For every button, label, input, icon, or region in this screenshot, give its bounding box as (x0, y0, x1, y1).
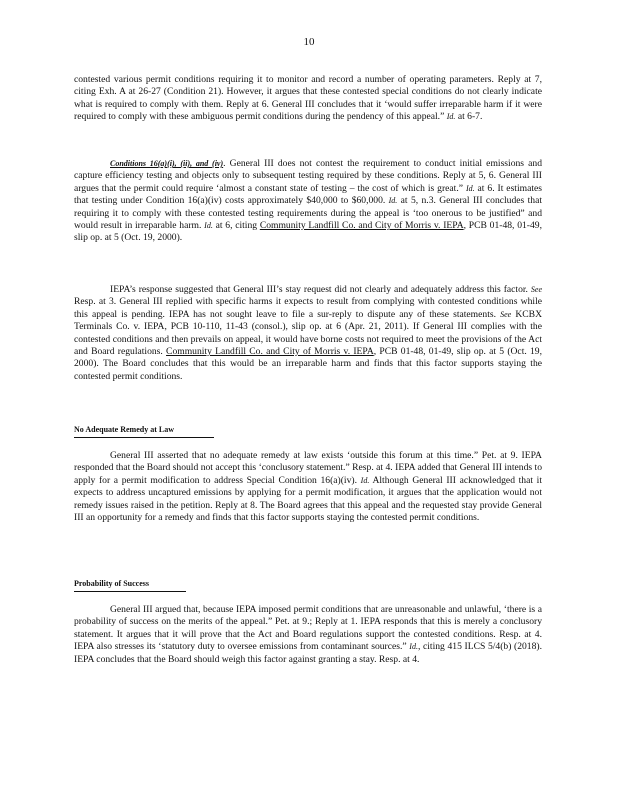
section-heading-no-adequate-remedy: No Adequate Remedy at Law (74, 424, 214, 438)
paragraph-text: IEPA’s response suggested that General III’s stay request did not clearly and adequately address this factor. (110, 284, 528, 295)
citation-id: Id. (388, 196, 398, 206)
paragraph-text: at 6. It estimates that testing under Condition 16(a)(iv) costs approximately $40,000 to $60,000. (74, 182, 543, 207)
paragraph-adequate-remedy (74, 450, 542, 524)
paragraph-text: at 6, citing (215, 220, 258, 232)
case-name: Community Landfill Co. and City of Morris v. IEPA (166, 346, 374, 358)
signal-see: See (500, 309, 512, 319)
citation-id: Id. (409, 642, 418, 652)
paragraph-text: at 5, n.3. General III concludes that requiring it to comply with these contested testing requirements during the appeal is ‘too onerous to be justified” and would result in irreparable harm. (74, 195, 542, 232)
paragraph-text: General III argued that, because IEPA imposed permit conditions that are unreasonable and unlawful, ‘there is a probability of success on the merits of the appeal.” Pet. at 9.; Reply at 1. IEPA responds that this is merely a conclusory statement. It argues that it will prove that the Act and Board regulations support the contested conditions. Resp. at 4. IEPA also stresses its ‘statutory duty to oversee emissions from contaminant sources.” (74, 604, 542, 653)
paragraph-text: , citing 415 ILCS 5/4(b) (2018). IEPA concludes that the Board should weigh this factor against granting a stay. Resp. at 4. (74, 641, 542, 665)
paragraph-iepa-response (74, 284, 542, 383)
citation-id: Id. (360, 475, 370, 485)
citation-id: Id. (446, 112, 456, 122)
paragraph-text: , PCB 01-48, 01-49, slip op. at 5 (Oct. 19, 2000). (74, 220, 542, 244)
citation-id: Id. (465, 183, 475, 193)
paragraph-text: at 6-7. (457, 111, 483, 123)
paragraph-text: Although General III acknowledged that it expects to address uncaptured emissions by applying for a permit modification, it argues that the application would not remedy issues raised in the petition. Reply at 8. The Board agrees that this appeal and the requested stay provide General III an opportunity for a remedy and finds that this factor supports staying the contested permit conditions. (74, 474, 542, 524)
paragraph-text: . General III does not contest the requirement to conduct initial emissions and capture efficiency testing and objects only to subsequent testing required by these conditions. Reply at 5, 6. General III argues that the permit could require ‘almost a constant state of testing – the cost of which is great.” (74, 158, 543, 194)
paragraph-probability-of-success (74, 604, 542, 666)
paragraph-testing-conditions (74, 158, 542, 245)
paragraph-text: , PCB 01-48, 01-49, slip op. at 5 (Oct. 19, 2000). The Board concludes that this would be an irreparable harm and finds that this factor supports staying the contested permit conditions. (74, 346, 542, 382)
run-in-heading: Conditions 16(a)(i), (ii), and (iv) (110, 159, 224, 168)
case-name: Community Landfill Co. and City of Morris v. IEPA (259, 220, 464, 232)
paragraph-operating-parameters (74, 74, 542, 124)
paragraph-text: contested various permit conditions requiring it to monitor and record a number of operating parameters. Reply at 7, citing Exh. A at 26-27 (Condition 21). However, it argues that these contested special conditions do not clearly indicate what is required to comply with them. Reply at 6. General III concludes that it ‘would suffer irreparable harm if it were required to comply with these ambiguous permit conditions during the pendency of this appeal.” (74, 74, 542, 123)
paragraph-text: General III asserted that no adequate remedy at law exists ‘outside this forum at this time.” Pet. at 9. IEPA responded that the Board should not accept this ‘conclusory statement.” Resp. at 4. IEPA added that General III intends to apply for a permit modification to address Special Condition 16(a)(iv). (74, 450, 542, 486)
paragraph-text: Resp. at 3. General III replied with specific harms it expects to result from complying with contested conditions while this appeal is pending. IEPA has not sought leave to file a sur-reply to dispute any of these statements. (74, 296, 542, 320)
page-number: 10 (303, 36, 315, 48)
signal-see: See (530, 285, 542, 294)
paragraph-text: KCBX Terminals Co. v. IEPA, PCB 10-110, 11-43 (consol.), slip op. at 6 (Apr. 21, 2011). If General III complies with the contested conditions and then prevails on appeal, it would have borne costs not required to meet the provisions of the Act and Board regulations. (74, 308, 543, 358)
section-heading-probability-of-success: Probability of Success (74, 578, 186, 592)
citation-id: Id. (204, 221, 213, 231)
